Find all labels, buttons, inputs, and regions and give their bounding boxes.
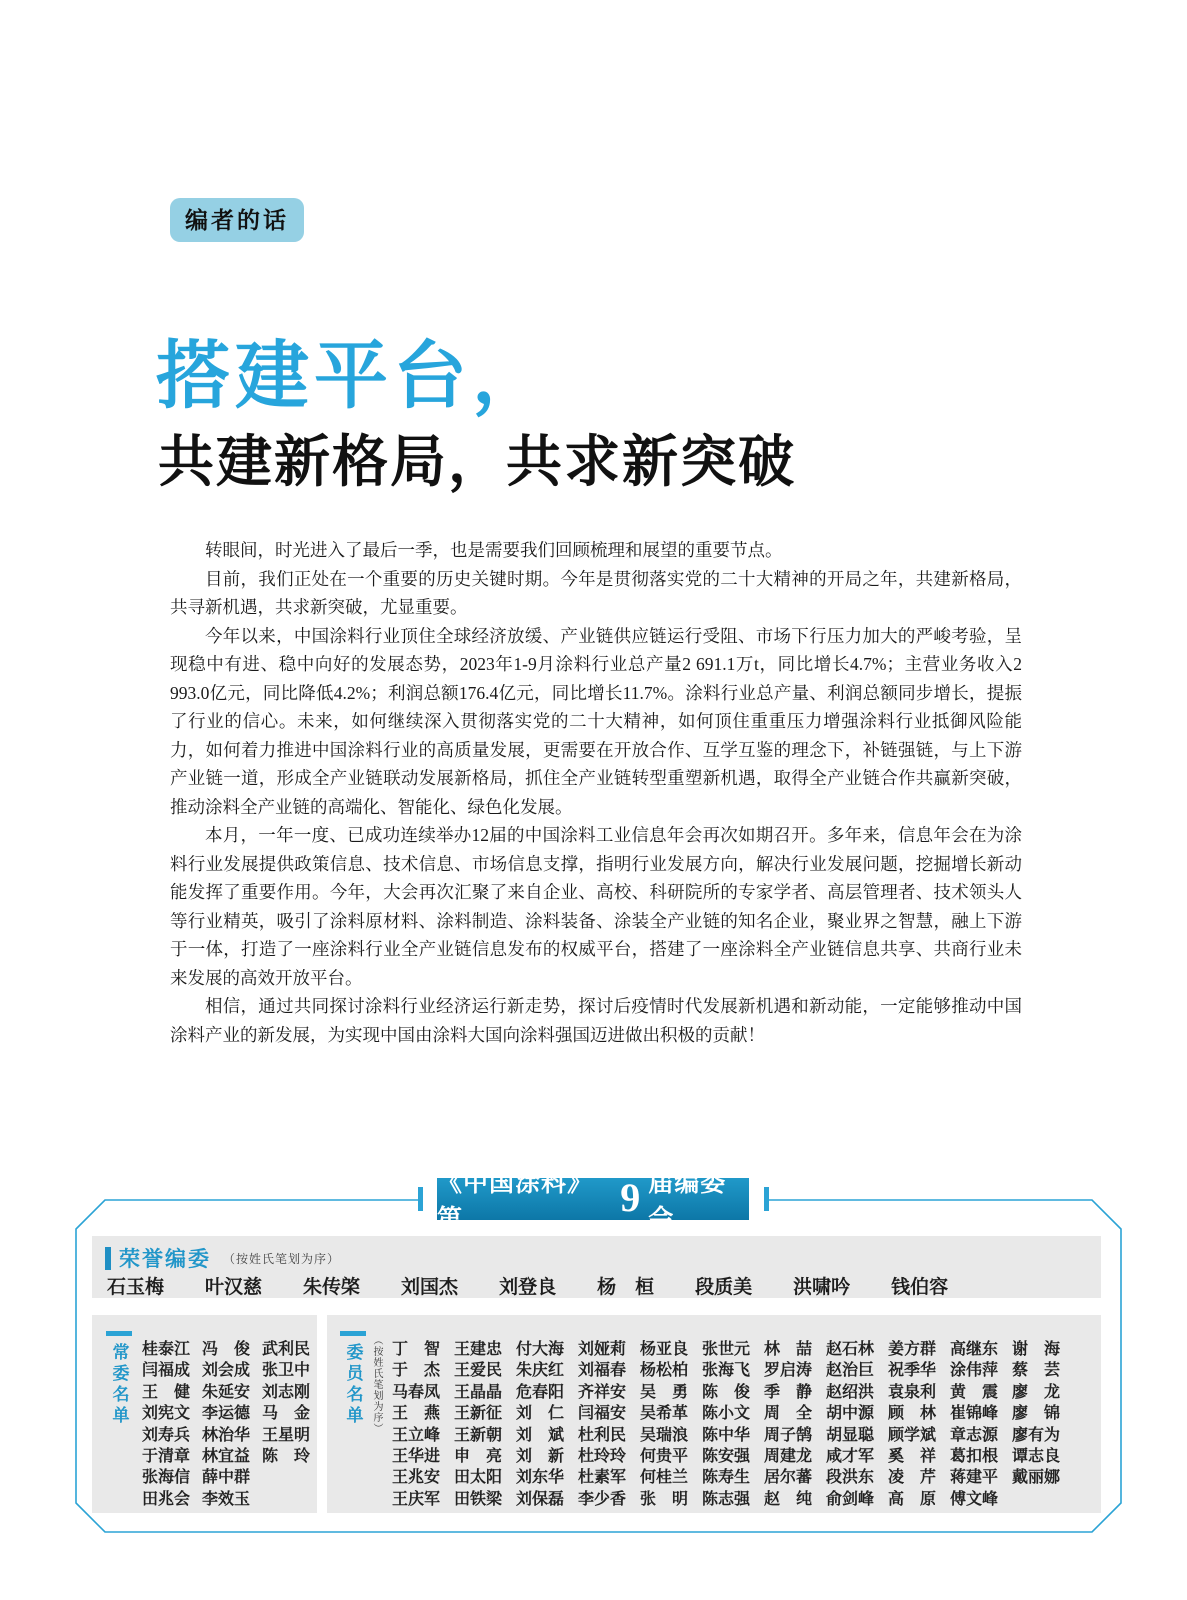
member-name: 咸才军	[826, 1448, 875, 1466]
member-name: 刘福春	[578, 1362, 627, 1380]
member-name: 陈 玲	[262, 1448, 311, 1466]
member-name: 赵 纯	[764, 1490, 813, 1508]
member-name: 张海飞	[702, 1362, 751, 1380]
member-name: 周 全	[764, 1405, 813, 1423]
body-paragraph: 本月，一年一度、已成功连续举办12届的中国涂料工业信息年会再次如期召开。多年来，信息年会在为涂料行业发展提供政策信息、技术信息、市场信息支撑，指明行业发展方向，解决行业发展问题，挖掘增长新动能发挥了重要作用。今年，大会再次汇聚了来自企业、高校、科研院所的专家学者、高层管理者、技术领头人等行业精英，吸引了涂料原材料、涂料制造、涂料装备、涂装全产业链的知名企业，聚业界之智慧，融上下游于一体，打造了一座涂料行业全产业链信息发布的权威平台，搭建了一座涂料全产业链信息共享、共商行业未来发展的高效开放平台。	[170, 825, 1022, 988]
member-name: 林宜益	[202, 1448, 251, 1466]
member-name: 廖有为	[1012, 1426, 1061, 1444]
honorary-name: 钱伯容	[891, 1277, 949, 1298]
member-name: 黄 震	[950, 1383, 999, 1401]
committee-banner	[437, 1169, 749, 1233]
member-name: 段洪东	[826, 1469, 875, 1487]
member-name: 吴 勇	[640, 1383, 689, 1401]
member-name: 田兆会	[142, 1490, 191, 1508]
honorary-name: 洪啸吟	[793, 1277, 851, 1298]
member-name: 高继东	[950, 1341, 999, 1358]
member-name: 陈中华	[702, 1426, 751, 1444]
label-bar	[340, 1331, 366, 1336]
member-name: 祝季华	[888, 1362, 937, 1380]
name-column	[142, 1339, 190, 1510]
member-name: 季 静	[764, 1383, 813, 1401]
name-column	[950, 1339, 998, 1510]
member-name: 王新征	[454, 1405, 503, 1423]
member-name: 刘 新	[516, 1448, 565, 1466]
body-paragraph: 转眼间，时光进入了最后一季，也是需要我们回顾梳理和展望的重要节点。	[205, 540, 783, 560]
member-name: 王兆安	[392, 1469, 441, 1487]
name-column	[262, 1339, 310, 1510]
member-name: 蒋建平	[950, 1469, 999, 1487]
name-column	[888, 1339, 936, 1510]
name-column	[392, 1339, 440, 1510]
body-paragraph: 目前，我们正处在一个重要的历史关键时期。今年是贯彻落实党的二十大精神的开局之年，共建新格局，共寻新机遇，共求新突破，尤显重要。	[170, 568, 1022, 617]
member-name: 廖 龙	[1012, 1383, 1061, 1401]
honorary-label-row	[105, 1243, 340, 1273]
member-name: 林治华	[202, 1426, 251, 1444]
member-name: 陈 俊	[702, 1383, 751, 1401]
member-name: 廖 锦	[1012, 1405, 1061, 1423]
name-column	[640, 1339, 688, 1510]
member-name: 涂伟萍	[950, 1362, 999, 1380]
standing-name-columns	[142, 1339, 310, 1510]
body-paragraph: 相信，通过共同探讨涂料行业经济运行新走势，探讨后疫情时代发展新机遇和新动能，一定能够推动中国涂料产业的新发展，为实现中国由涂料大国向涂料强国迈进做出积极的贡献！	[170, 996, 1022, 1045]
member-name: 张世元	[702, 1341, 751, 1358]
standing-label-block	[106, 1331, 132, 1427]
member-name: 胡显聪	[826, 1426, 875, 1444]
member-name: 王星明	[262, 1426, 311, 1444]
member-name: 戴丽娜	[1012, 1469, 1061, 1487]
name-column	[1012, 1339, 1060, 1510]
honorary-name: 杨 桓	[597, 1277, 655, 1298]
member-name: 奚 祥	[888, 1448, 937, 1466]
honorary-name: 石玉梅	[107, 1277, 165, 1298]
member-name: 王晶晶	[454, 1383, 503, 1401]
standing-committee-panel	[92, 1315, 317, 1513]
member-name: 杨亚良	[640, 1341, 689, 1358]
banner-prefix: 《中国涂料》第	[437, 1169, 594, 1233]
member-name-columns	[392, 1339, 1060, 1510]
member-name: 张海信	[142, 1469, 191, 1487]
member-name: 赵治巨	[826, 1362, 875, 1380]
member-name: 周子鹄	[764, 1426, 813, 1444]
members-label: 委员名单	[343, 1343, 363, 1427]
name-column	[764, 1339, 812, 1510]
name-column	[826, 1339, 874, 1510]
honorary-sort-note: （按姓氏笔划为序）	[223, 1251, 341, 1266]
member-name: 朱延安	[202, 1383, 251, 1401]
honorary-name: 刘国杰	[401, 1277, 459, 1298]
member-name: 于 杰	[392, 1362, 441, 1380]
body-paragraph: 今年以来，中国涂料行业顶住全球经济放缓、产业链供应链运行受阻、市场下行压力加大的严峻考验，呈现稳中有进、稳中向好的发展态势，2023年1-9月涂料行业总产量2 691.1万t，同比增长4.7%；主营业务收入2 993.0亿元，同比降低4.2%；利润总额176.4亿元，同比增长11.7%。涂料行业总产量、利润总额同步增长，提振了行业的信心。未来，如何继续深入贯彻落实党的二十大精神，如何顶住重重压力增强涂料行业抵御风险能力，如何着力推进中国涂料行业的高质量发展，更需要在开放合作、互学互鉴的理念下，补链强链，与上下游产业链一道，形成全产业链联动发展新格局，抓住全产业链转型重塑新机遇，取得全产业链合作共赢新突破，推动涂料全产业链的高端化、智能化、绿色化发展。	[170, 625, 1022, 817]
member-name: 傅文峰	[950, 1490, 999, 1508]
member-name: 顾 林	[888, 1405, 937, 1423]
banner-edition-number: 9	[620, 1175, 642, 1220]
standing-label-wrap	[106, 1331, 132, 1427]
member-name: 罗启涛	[764, 1362, 813, 1380]
banner-tick-right	[764, 1187, 769, 1211]
honorary-name-list	[107, 1272, 948, 1299]
member-name: 崔锦峰	[950, 1405, 999, 1423]
members-panel	[327, 1315, 1101, 1513]
member-name: 田铁梁	[454, 1490, 503, 1508]
member-name: 张卫中	[262, 1362, 311, 1380]
member-name: 陈小文	[702, 1405, 751, 1423]
honorary-name: 朱传棨	[303, 1277, 361, 1298]
name-column	[578, 1339, 626, 1510]
member-name: 王庆军	[392, 1490, 441, 1508]
members-label-wrap	[340, 1331, 384, 1434]
member-name: 刘会成	[202, 1362, 251, 1380]
member-name: 葛扣根	[950, 1448, 999, 1466]
label-bar	[106, 1331, 132, 1336]
honorary-name: 叶汉慈	[205, 1277, 263, 1298]
honorary-name: 刘登良	[499, 1277, 557, 1298]
member-name: 闫福安	[578, 1405, 627, 1423]
member-name: 凌 芹	[888, 1469, 937, 1487]
member-name: 李少香	[578, 1490, 627, 1508]
member-name: 李运德	[202, 1405, 251, 1423]
banner-tick-left	[418, 1187, 423, 1211]
member-name: 于清章	[142, 1448, 191, 1466]
member-name: 陈志强	[702, 1490, 751, 1508]
member-name: 李效玉	[202, 1490, 251, 1508]
member-name: 刘保磊	[516, 1490, 565, 1508]
section-badge: 编者的话	[170, 198, 304, 242]
member-name: 蔡 芸	[1012, 1362, 1061, 1380]
member-name: 王建忠	[454, 1341, 503, 1358]
member-name: 刘宪文	[142, 1405, 191, 1423]
member-name: 周建龙	[764, 1448, 813, 1466]
label-bar	[105, 1247, 111, 1270]
members-label-block	[340, 1331, 366, 1427]
member-name: 刘志刚	[262, 1383, 311, 1401]
honorary-name: 段质美	[695, 1277, 753, 1298]
member-name: 王 燕	[392, 1405, 441, 1423]
member-name: 谢 海	[1012, 1341, 1061, 1358]
member-name: 陈寿生	[702, 1469, 751, 1487]
member-name: 危春阳	[516, 1383, 565, 1401]
member-name: 胡中源	[826, 1405, 875, 1423]
member-name: 桂泰江	[142, 1341, 191, 1358]
member-name: 杜玲玲	[578, 1448, 627, 1466]
member-name: 俞剑峰	[826, 1490, 875, 1508]
member-name: 武利民	[262, 1341, 311, 1358]
member-name: 刘 斌	[516, 1426, 565, 1444]
member-name: 张 明	[640, 1490, 689, 1508]
name-column	[516, 1339, 564, 1510]
member-name: 杜素军	[578, 1469, 627, 1487]
member-name: 付大海	[516, 1341, 565, 1358]
member-name: 赵绍洪	[826, 1383, 875, 1401]
standing-label: 常委名单	[109, 1343, 129, 1427]
banner-suffix: 届编委会	[648, 1169, 727, 1233]
member-name: 吴瑞浪	[640, 1426, 689, 1444]
member-name: 姜方群	[888, 1341, 937, 1358]
member-name: 章志源	[950, 1426, 999, 1444]
member-name: 吴希革	[640, 1405, 689, 1423]
member-name: 丁 智	[392, 1341, 441, 1358]
member-name: 何桂兰	[640, 1469, 689, 1487]
member-name: 陈安强	[702, 1448, 751, 1466]
member-name: 杨松柏	[640, 1362, 689, 1380]
member-name: 王华进	[392, 1448, 441, 1466]
member-name: 高 原	[888, 1490, 937, 1508]
member-name: 薛中群	[202, 1469, 251, 1487]
member-name: 齐祥安	[578, 1383, 627, 1401]
page-title-line1: 搭建平台，	[156, 334, 551, 417]
member-name: 王 健	[142, 1383, 191, 1401]
member-name: 王立峰	[392, 1426, 441, 1444]
member-name: 林 喆	[764, 1341, 813, 1358]
member-name: 刘娅莉	[578, 1341, 627, 1358]
member-name: 杜利民	[578, 1426, 627, 1444]
honorary-editors-panel	[92, 1236, 1101, 1298]
member-name: 申 亮	[454, 1448, 503, 1466]
name-column	[202, 1339, 250, 1510]
member-name: 谭志良	[1012, 1448, 1061, 1466]
member-name: 袁泉利	[888, 1383, 937, 1401]
member-name: 何贵平	[640, 1448, 689, 1466]
name-column	[454, 1339, 502, 1510]
member-name: 王爱民	[454, 1362, 503, 1380]
member-name: 马春凤	[392, 1383, 441, 1401]
member-name: 闫福成	[142, 1362, 191, 1380]
member-name: 王新朝	[454, 1426, 503, 1444]
member-name: 刘东华	[516, 1469, 565, 1487]
member-name: 居尔蕃	[764, 1469, 813, 1487]
page-title-line2: 共建新格局，共求新突破	[158, 430, 796, 493]
member-name: 田太阳	[454, 1469, 503, 1487]
member-name: 赵石林	[826, 1341, 875, 1358]
member-name: 朱庆红	[516, 1362, 565, 1380]
honorary-label: 荣誉编委	[119, 1247, 211, 1271]
member-name: 马 金	[262, 1405, 311, 1423]
member-name: 顾学斌	[888, 1426, 937, 1444]
members-sort-note: （按姓氏笔划为序）	[371, 1335, 382, 1434]
name-column	[702, 1339, 750, 1510]
member-name: 刘寿兵	[142, 1426, 191, 1444]
editorial-body	[170, 536, 1022, 1049]
member-name: 冯 俊	[202, 1341, 251, 1358]
member-name: 刘 仁	[516, 1405, 565, 1423]
